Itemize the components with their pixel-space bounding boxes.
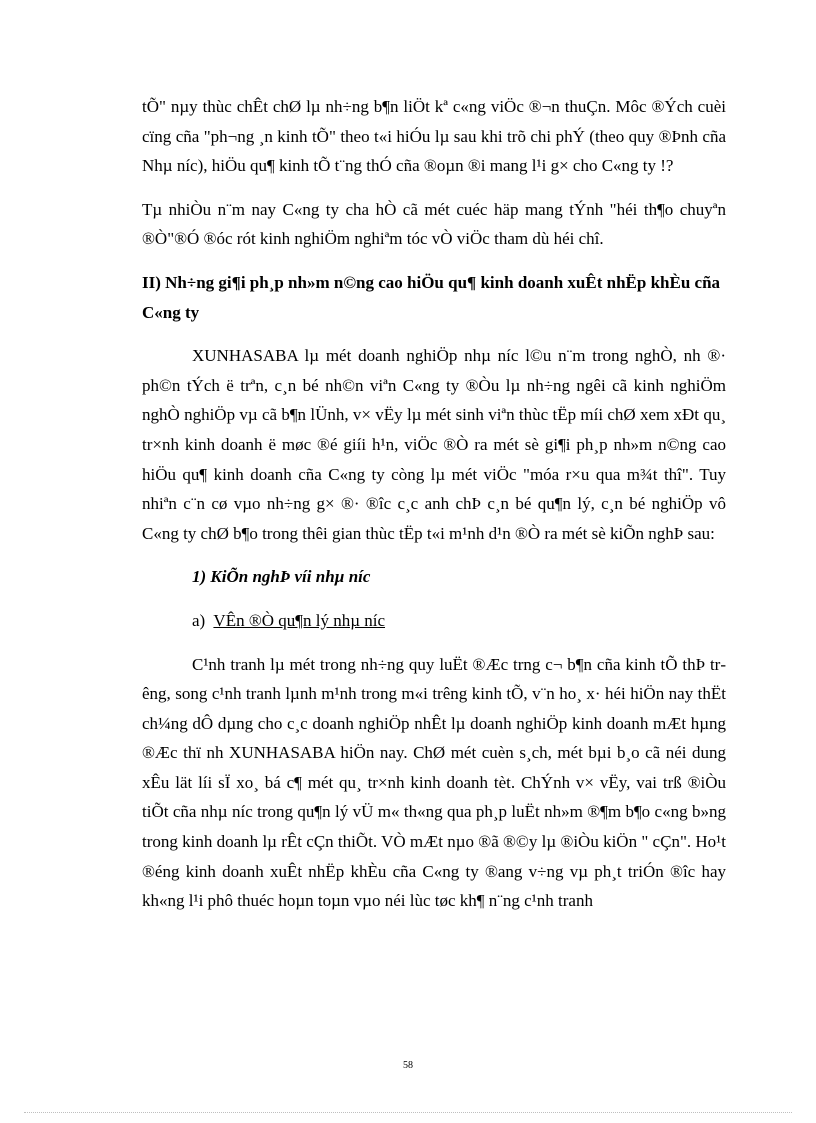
paragraph-3: XUNHASABA lµ mét doanh nghiÖp nhµ níc l©u n¨m trong nghÒ, nh ®· ph©n tÝch ë trªn, c¸n bé nh©n viªn C«ng ty ®Òu lµ nh÷ng ngêi cã kinh nghiÖm nghÒ nghiÖp vµ cã b¶n lÜnh, v× vËy lµ mét sinh viªn thùc tËp míi chØ xem xÐt qu¸ tr×nh kinh doanh ë møc ®é giíi h¹n, viÖc ®Ò ra mét sè gi¶i ph¸p nh»m n©ng cao hiÖu qu¶ kinh doanh cña C«ng ty còng lµ mét viÖc "móa r×u qua m¾t thî". Tuy nhiªn c¨n cø vµo nh÷ng g× ®· ®îc c¸c anh chÞ c¸n bé qu¶n lý, c¸n bé nghiÖp vô C«ng ty chØ b¶o trong thêi gian thùc tËp t«i m¹nh d¹n ®Ò ra mét sè kiÕn nghÞ sau: [142, 346, 726, 543]
subsection-a-title: VÊn ®Ò qu¶n lý nhµ níc [213, 610, 386, 630]
page-body [142, 92, 726, 930]
paragraph-2: Tµ nhiÒu n¨m nay C«ng ty cha hÒ cã mét cuéc häp mang tÝnh "héi th¶o chuyªn ®Ò"®Ó ®óc rót kinh nghiÖm nghiªm tóc vÒ viÖc tham dù héi chî. [142, 199, 726, 249]
paragraph-1: tÕ" nµy thùc chÊt chØ lµ nh÷ng b¶n liÖt kª c«ng viÖc ®¬n thuÇn. Môc ®Ých cuèi cïng cña "ph¬ng ¸n kinh tÕ" theo t«i hiÓu lµ sau khi trõ chi phÝ (theo quy ®Þnh cña Nhµ níc), hiÖu qu¶ kinh tÕ t¨ng thÓ cña ®oµn ®i mang l¹i g× cho C«ng ty !? [142, 97, 726, 176]
paragraph-4: C¹nh tranh lµ mét trong nh÷ng quy luËt ®Æc trng c¬ b¶n cña kinh tÕ thÞ trêng, song c¹nh tranh lµnh m¹nh trong m«i trêng kinh tÕ, v¨n ho¸ x· héi hiÖn nay thËt ch¼ng dÔ dµng cho c¸c doanh nghiÖp nhÊt lµ doanh nghiÖp kinh doanh mÆt hµng ®Æc thï nh XUNHASABA hiÖn nay. ChØ mét cuèn s¸ch, mét bµi b¸o cã néi dung xÊu lät líi sÏ xo¸ bá c¶ mét qu¸ tr×nh kinh doanh tèt. ChÝnh v× vËy, vai trß ®iÒu tiÕt cña nhµ níc trong qu¶n lý vÜ m« th«ng qua ph¸p luËt nh»m ®¶m b¶o c«ng b»ng trong kinh doanh lµ rÊt cÇn thiÕt. VÒ mÆt nµo ®ã ®©y lµ ®iÒu kiÖn " cÇn". Ho¹t ®éng kinh doanh xuÊt nhËp khÈu cña C«ng ty ®ang v÷ng vµ ph¸t triÓn ®îc hay kh«ng l¹i phô thuéc hoµn toµn vµo néi lùc tøc kh¶ n¨ng c¹nh tranh [142, 654, 726, 911]
subsection-a-label: a) [192, 610, 206, 630]
page-bottom-divider [24, 1112, 792, 1113]
subsection-heading-1: 1) KiÕn nghÞ víi nhµ níc [192, 567, 371, 587]
page-number: 58 [403, 1060, 413, 1071]
section-heading-ii: II) Nh÷ng gi¶i ph¸p nh»m n©ng cao hiÖu qu¶ kinh doanh xuÊt nhËp khÈu cña C«ng ty [142, 272, 721, 322]
subsection-a [142, 606, 726, 636]
